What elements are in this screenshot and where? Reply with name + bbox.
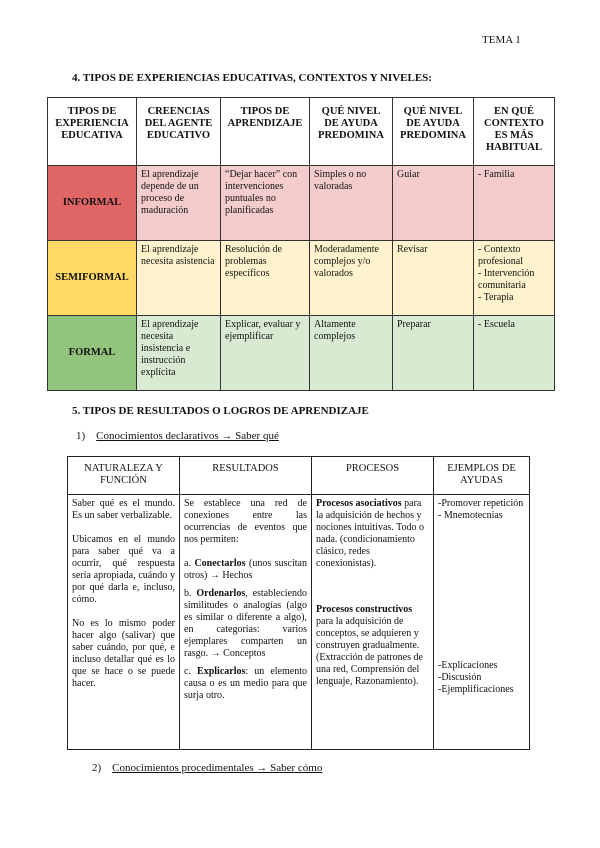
item-text: : un elemento causa o es un medio para que surja otro.: [184, 666, 307, 701]
page-header-tema: TEMA 1: [482, 34, 521, 46]
subsection-title: Conocimientos procedimentales → Saber cómo: [112, 762, 323, 774]
cell-ayuda: Guiar: [393, 166, 474, 241]
list-item: -Explicaciones: [438, 660, 498, 671]
experiencias-table: [47, 97, 555, 391]
proceso-text: para la adquisición de hechos y nociones intuitivas. Todo o nada. (condicionamiento clásico, redes conexionistas).: [316, 498, 424, 569]
item-keyword: Conectarlos: [194, 558, 246, 569]
cell-aprendizaje: Explicar, evaluar y ejemplificar: [221, 316, 310, 391]
subsection-2: [92, 762, 322, 774]
column-header: PROCESOS: [312, 457, 434, 495]
subsection-number: 1): [76, 430, 86, 442]
proceso-constructivo: [316, 604, 429, 688]
paragraph: Ubicamos en el mundo para saber qué va a ocurrir, qué respuesta sería apropiada, cuándo y por qué darla e, incluso, cómo.: [72, 534, 175, 605]
paragraph: Saber qué es el mundo. Es un saber verbalizable.: [72, 498, 175, 521]
column-header: QUÉ NIVEL DE AYUDA PREDOMINA: [393, 98, 474, 166]
item-b: [184, 588, 307, 660]
item-prefix: c.: [184, 666, 198, 677]
row-type: FORMAL: [48, 316, 137, 391]
cell-nivel: Moderadamente complejos y/o valorados: [310, 241, 393, 316]
column-header: EN QUÉ CONTEXTO ES MÁS HABITUAL: [474, 98, 555, 166]
column-header: TIPOS DE EXPERIENCIA EDUCATIVA: [48, 98, 137, 166]
paragraph: Se establece una red de conexiones entre las ocurrencias de eventos que nos permiten:: [184, 498, 307, 545]
cell-naturaleza: [68, 495, 180, 750]
cell-aprendizaje: “Dejar hacer” con intervenciones puntuales no planificadas: [221, 166, 310, 241]
table-header-row: [48, 98, 555, 166]
column-header: EJEMPLOS DE AYUDAS: [434, 457, 530, 495]
list-item: -Promover repetición: [438, 498, 524, 509]
cell-creencias: El aprendizaje depende de un proceso de maduración: [137, 166, 221, 241]
section-5-title: 5. TIPOS DE RESULTADOS O LOGROS DE APRENDIZAJE: [72, 405, 369, 417]
item-text: (unos suscitan otros) → Hechos: [184, 558, 307, 581]
cell-nivel: Simples o no valoradas: [310, 166, 393, 241]
proceso-keyword: Procesos asociativos: [316, 498, 402, 509]
cell-contexto: - Escuela: [474, 316, 555, 391]
cell-ayuda: Revisar: [393, 241, 474, 316]
cell-contexto: - Contexto profesional - Intervención comunitaria - Terapia: [474, 241, 555, 316]
item-keyword: Ordenarlos: [196, 588, 246, 599]
column-header: TIPOS DE APRENDIZAJE: [221, 98, 310, 166]
item-c: [184, 666, 307, 702]
proceso-asociativo: [316, 498, 429, 570]
table-row-semiformal: [48, 241, 555, 316]
section-4-title: 4. TIPOS DE EXPERIENCIAS EDUCATIVAS, CONTEXTOS Y NIVELES:: [72, 72, 432, 84]
table-header-row: [68, 457, 530, 495]
row-type: SEMIFORMAL: [48, 241, 137, 316]
subsection-1: [76, 430, 279, 442]
resultados-table: [67, 456, 530, 750]
subsection-title: Conocimientos declarativos → Saber qué: [96, 430, 279, 442]
table-row-formal: [48, 316, 555, 391]
column-header: CREENCIAS DEL AGENTE EDUCATIVO: [137, 98, 221, 166]
cell-creencias: El aprendizaje necesita asistencia: [137, 241, 221, 316]
table-row: [68, 495, 530, 750]
cell-ayudas: [434, 495, 530, 750]
cell-resultados: [180, 495, 312, 750]
cell-creencias: El aprendizaje necesita insistencia e instrucción explícita: [137, 316, 221, 391]
subsection-number: 2): [92, 762, 102, 774]
list-item: -Discusión: [438, 672, 482, 683]
list-item: -Ejemplificaciones: [438, 684, 514, 695]
item-text: , estableciendo similitudes o analogías (algo es similar o diferente a algo), en categorías: varios ejemplares comparten un rasgo. → Conceptos: [184, 588, 307, 659]
item-a: [184, 558, 307, 582]
column-header: RESULTADOS: [180, 457, 312, 495]
cell-aprendizaje: Resolución de problemas específicos: [221, 241, 310, 316]
item-prefix: a.: [184, 558, 195, 569]
cell-contexto: - Familia: [474, 166, 555, 241]
item-prefix: b.: [184, 588, 197, 599]
cell-nivel: Altamente complejos: [310, 316, 393, 391]
proceso-text: para la adquisición de conceptos, se adquieren y construyen gradualmente. (Extracción de patrones de una red, Comprensión del lenguaje, Razonamiento).: [316, 616, 423, 687]
column-header: QUÉ NIVEL DE AYUDA PREDOMINA: [310, 98, 393, 166]
row-type: INFORMAL: [48, 166, 137, 241]
list-item: - Mnemotecnias: [438, 510, 503, 521]
paragraph: No es lo mismo poder hacer algo (salivar) que saber cuándo, por qué, e incluso detallar qué es lo que se hace o se puede hacer.: [72, 618, 175, 689]
proceso-keyword: Procesos constructivos: [316, 604, 413, 615]
column-header: NATURALEZA Y FUNCIÓN: [68, 457, 180, 495]
table-row-informal: [48, 166, 555, 241]
cell-procesos: [312, 495, 434, 750]
item-keyword: Explicarlos: [197, 666, 246, 677]
cell-ayuda: Preparar: [393, 316, 474, 391]
